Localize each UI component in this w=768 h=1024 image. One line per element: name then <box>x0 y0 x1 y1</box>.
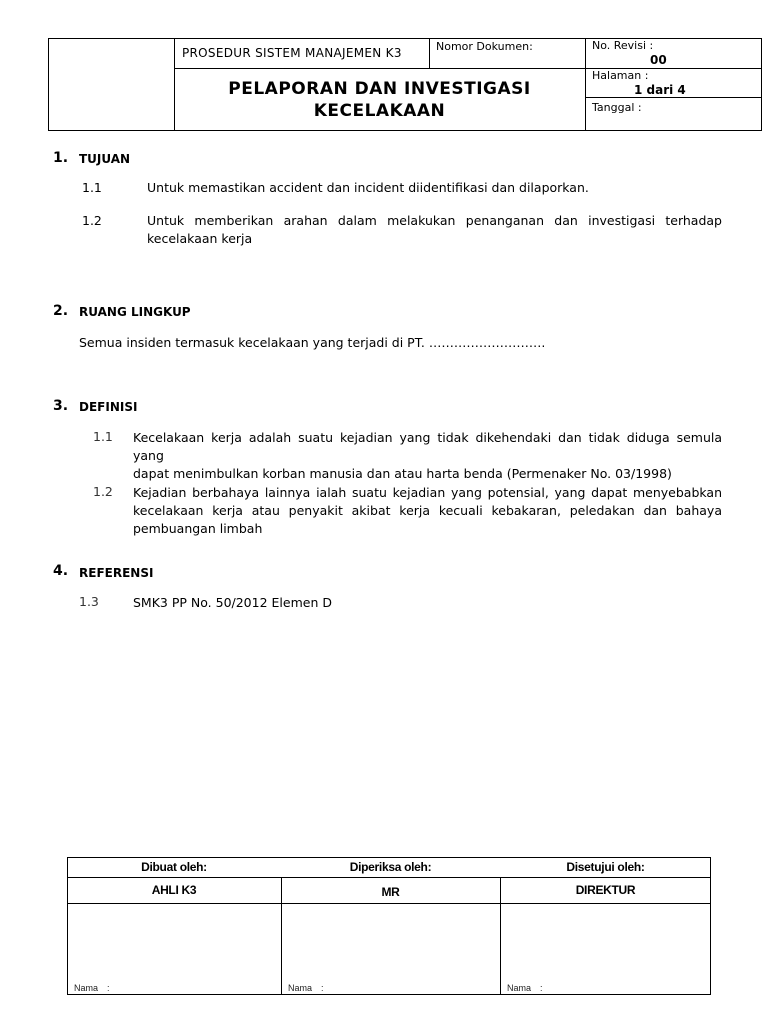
header-divider <box>429 38 430 68</box>
logo-area <box>49 39 173 130</box>
signature-role: Dibuat oleh: <box>141 860 207 874</box>
signature-box-mr <box>282 904 499 994</box>
item-number: 1.3 <box>79 594 99 609</box>
definition-line: pembuangan limbah <box>133 521 263 536</box>
revision-value: 00 <box>650 53 667 67</box>
signature-name-colon: : <box>107 983 110 993</box>
signature-role: Diperiksa oleh: <box>349 860 432 874</box>
page-value: 1 dari 4 <box>634 83 686 97</box>
definition-text <box>133 429 722 483</box>
section-3-number: 3. <box>53 398 69 414</box>
definition-line: dapat menimbulkan korban manusia dan atau harta benda (Permenaker No. 03/1998) <box>133 466 672 481</box>
section-1-number: 1. <box>53 150 69 166</box>
title-line-1: PELAPORAN DAN INVESTIGASI <box>228 79 531 99</box>
item-number: 1.2 <box>82 213 102 228</box>
title-line-2: KECELAKAAN <box>313 101 446 121</box>
signature-title: MR <box>381 885 400 899</box>
section-1-heading: TUJUAN <box>79 152 131 166</box>
signature-title: DIREKTUR <box>575 883 636 897</box>
section-4-number: 4. <box>53 563 69 579</box>
item-text-line: kecelakaan kerja <box>147 231 253 246</box>
signature-name-label: Nama <box>288 983 313 993</box>
signature-name-label: Nama <box>74 983 99 993</box>
signature-name-label: Nama <box>507 983 532 993</box>
signature-box-ahli-k3 <box>68 904 280 994</box>
item-text: Untuk memastikan accident dan incident diidentifikasi dan dilaporkan. <box>147 180 589 195</box>
reference-text: SMK3 PP No. 50/2012 Elemen D <box>133 595 332 610</box>
system-label: PROSEDUR SISTEM MANAJEMEN K3 <box>182 46 402 60</box>
definition-line: Kecelakaan kerja adalah suatu kejadian yang tidak dikehendaki dan tidak diduga semula yang <box>133 430 722 463</box>
document-title <box>174 78 585 122</box>
section-4-heading: REFERENSI <box>79 566 154 580</box>
signature-name-colon: : <box>540 983 543 993</box>
signature-title: AHLI K3 <box>151 883 197 897</box>
item-number: 1.1 <box>93 429 113 444</box>
section-3-heading: DEFINISI <box>79 400 138 414</box>
item-text-line: Untuk memberikan arahan dalam melakukan penanganan dan investigasi terhadap <box>147 213 722 228</box>
signature-role: Disetujui oleh: <box>566 860 645 874</box>
item-number: 1.2 <box>93 484 113 499</box>
doc-number-label: Nomor Dokumen: <box>436 40 533 53</box>
signature-name-colon: : <box>321 983 324 993</box>
date-label: Tanggal : <box>592 101 642 114</box>
item-number: 1.1 <box>82 180 102 195</box>
signature-box-direktur <box>501 904 710 994</box>
definition-text <box>133 484 722 538</box>
item-text <box>147 212 722 248</box>
section-2-heading: RUANG LINGKUP <box>79 305 191 319</box>
header-divider <box>174 68 762 69</box>
header-divider <box>585 97 762 98</box>
definition-line: Kejadian berbahaya lainnya ialah suatu kejadian yang potensial, yang dapat menyebabkan <box>133 485 722 500</box>
definition-line: kecelakaan kerja atau penyakit akibat kerja kecuali kebakaran, peledakan dan bahaya <box>133 503 722 518</box>
header-divider <box>585 38 586 131</box>
signature-divider <box>67 877 711 878</box>
revision-label: No. Revisi : <box>592 39 654 52</box>
page-label: Halaman : <box>592 69 649 82</box>
scope-text: Semua insiden termasuk kecelakaan yang terjadi di PT. ………………………. <box>79 335 546 350</box>
section-2-number: 2. <box>53 303 69 319</box>
